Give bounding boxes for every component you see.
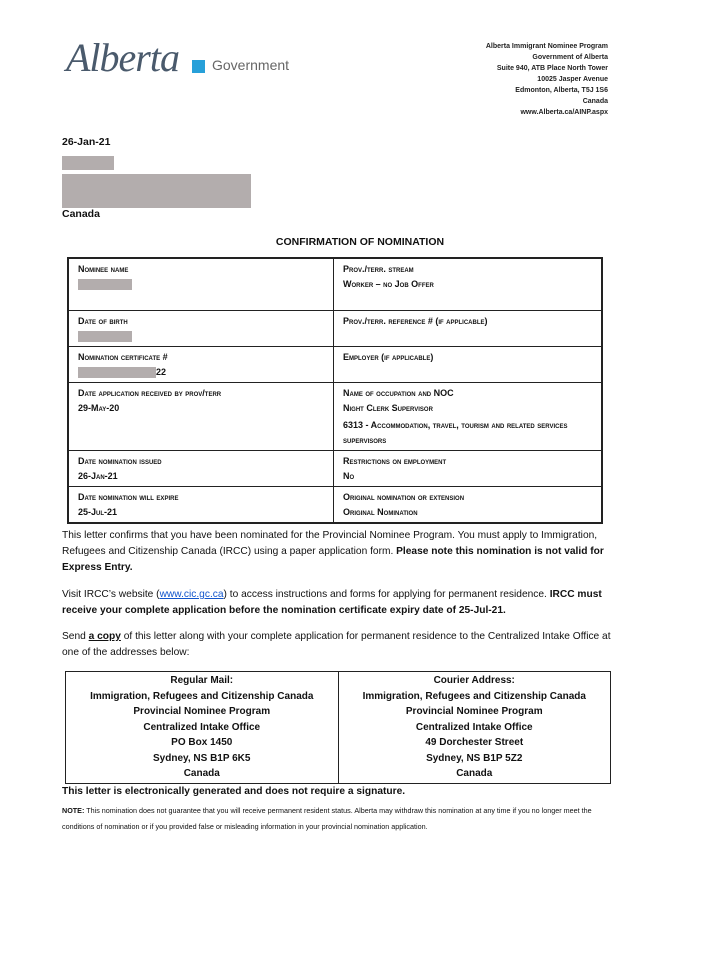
- noc-value: 6313 - Accommodation, travel, tourism and related services supervisors: [343, 419, 568, 445]
- date-received-value: 29-May-20: [78, 402, 120, 413]
- redacted-dob: [78, 331, 132, 342]
- recipient-country: Canada: [62, 208, 100, 220]
- mailing-addresses-table: [65, 671, 611, 784]
- address-link[interactable]: www.Alberta.ca/AINP.aspx: [520, 109, 608, 116]
- regular-mail-line: Canada: [183, 768, 220, 779]
- send-lead: Send: [62, 631, 89, 642]
- letter-date: 26-Jan-21: [62, 136, 111, 148]
- document-title: CONFIRMATION OF NOMINATION: [275, 236, 445, 248]
- courier-line: 49 Dorchester Street: [425, 737, 524, 748]
- logo-square-icon: [192, 60, 205, 73]
- reference-label: Prov./terr. reference # (if applicable): [343, 315, 488, 326]
- expiry-value: 25-Jul-21: [78, 506, 118, 517]
- stream-label: Prov./terr. stream: [343, 264, 414, 274]
- courier-cell: [338, 672, 611, 784]
- cic-website-link[interactable]: www.cic.gc.ca: [159, 589, 224, 600]
- courier-heading: Courier Address:: [433, 675, 515, 686]
- send-tail: of this letter along with your complete application for permanent residence to the Centralized Intake Office at one of the addresses below:: [62, 631, 611, 658]
- instructions-paragraph: [62, 587, 622, 619]
- disclaimer-note: [62, 803, 622, 835]
- certificate-suffix: 22: [156, 366, 167, 377]
- instructions-lead: Visit IRCC’s website (: [62, 589, 160, 600]
- note-label: NOTE:: [62, 806, 85, 815]
- courier-line: Canada: [456, 768, 493, 779]
- express-entry-warning: Please note this nomination is not valid for Express Entry.: [62, 546, 604, 573]
- regular-mail-cell: [66, 672, 339, 784]
- expiry-label: Date nomination will expire: [78, 491, 179, 502]
- stream-cell: [334, 258, 603, 310]
- confirmation-text: This letter confirms that you have been nominated for the Provincial Nominee Program. You must apply to Immigration, Refugees and Citizenship Canada (IRCC) using a paper application form.: [62, 530, 598, 557]
- restrictions-label: Restrictions on employment: [343, 455, 447, 466]
- nomination-details-table: [67, 257, 603, 524]
- redacted-recipient-address: [62, 174, 251, 208]
- courier-line: Immigration, Refugees and Citizenship Canada: [362, 690, 586, 702]
- occupation-label: Name of occupation and NOC: [343, 387, 454, 398]
- courier-line: Provincial Nominee Program: [405, 706, 543, 717]
- logo-government-text: Government: [212, 57, 290, 73]
- expiry-warning: IRCC must receive your complete application before the nomination certificate expiry date of 25-Jul-21.: [62, 589, 602, 616]
- original-cell: [334, 486, 603, 523]
- courier-line: Centralized Intake Office: [415, 721, 533, 733]
- regular-mail-line: Centralized Intake Office: [143, 721, 261, 733]
- address-line: Canada: [582, 98, 608, 105]
- occupation-cell: [334, 382, 603, 450]
- redacted-recipient-name: [62, 156, 114, 170]
- nominee-name-label: Nominee name: [78, 264, 129, 274]
- date-issued-value: 26-Jan-21: [78, 470, 118, 481]
- dob-cell: [68, 310, 334, 346]
- restrictions-cell: [334, 450, 603, 486]
- date-issued-label: Date nomination issued: [78, 455, 162, 466]
- instructions-tail: ) to access instructions and forms for applying for permanent residence.: [223, 589, 550, 600]
- reference-cell: [334, 310, 603, 346]
- logo-script-text: Alberta: [66, 35, 179, 80]
- stream-value: Worker – no Job Offer: [343, 279, 434, 289]
- date-received-cell: [68, 382, 334, 450]
- address-line: 10025 Jasper Avenue: [537, 76, 608, 83]
- note-text: This nomination does not guarantee that you will receive permanent resident status. Alberta may withdraw this nomination at any time if you no longer meet the conditions of nomination or if you provided false or misleading information in your provincial nomination application.: [62, 806, 592, 831]
- redacted-certificate-number: [78, 367, 156, 378]
- original-value: Original Nomination: [343, 506, 418, 517]
- address-line: Edmonton, Alberta, T5J 1S6: [515, 87, 608, 94]
- regular-mail-heading: Regular Mail:: [170, 675, 234, 686]
- regular-mail-line: PO Box 1450: [171, 737, 233, 748]
- confirmation-paragraph: [62, 528, 622, 576]
- a-copy-emphasis: a copy: [88, 631, 121, 642]
- nominee-name-cell: [68, 258, 334, 310]
- signature-note: This letter is electronically generated and does not require a signature.: [62, 786, 406, 797]
- alberta-government-logo: [66, 35, 316, 82]
- occupation-value: Night Clerk Supervisor: [343, 402, 433, 413]
- address-line: Alberta Immigrant Nominee Program: [485, 43, 608, 50]
- certificate-cell: [68, 346, 334, 382]
- dob-label: Date of birth: [78, 315, 128, 326]
- expiry-cell: [68, 486, 334, 523]
- employer-label: Employer (if applicable): [343, 351, 434, 362]
- send-copy-paragraph: [62, 629, 622, 661]
- restrictions-value: No: [343, 470, 355, 481]
- regular-mail-line: Immigration, Refugees and Citizenship Canada: [90, 690, 314, 702]
- employer-cell: [334, 346, 603, 382]
- date-received-label: Date application received by prov/terr: [78, 387, 222, 398]
- original-label: Original nomination or extension: [343, 491, 465, 502]
- address-line: Suite 940, ATB Place North Tower: [496, 65, 608, 72]
- address-line: Government of Alberta: [532, 54, 608, 61]
- regular-mail-line: Provincial Nominee Program: [133, 706, 271, 717]
- regular-mail-line: Sydney, NS B1P 6K5: [153, 752, 251, 764]
- certificate-label: Nomination certificate #: [78, 351, 168, 362]
- courier-line: Sydney, NS B1P 5Z2: [426, 752, 523, 764]
- redacted-nominee-name: [78, 279, 132, 290]
- sender-address: [486, 41, 608, 118]
- date-issued-cell: [68, 450, 334, 486]
